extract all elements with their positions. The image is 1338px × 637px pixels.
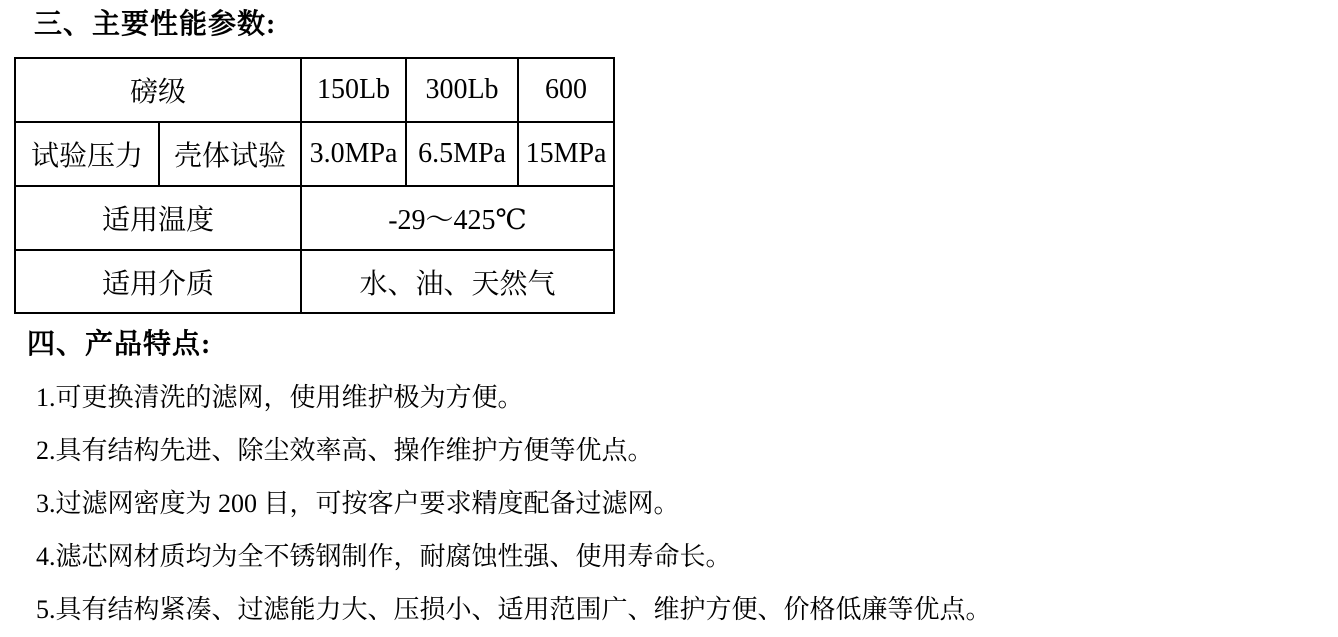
cell-rating-300lb: 300Lb <box>406 58 518 122</box>
feature-item-3: 3.过滤网密度为 200 目，可按客户要求精度配备过滤网。 <box>36 489 680 518</box>
performance-section-heading: 三、主要性能参数: <box>34 9 277 40</box>
cell-test-pressure-label: 试验压力 <box>15 122 159 186</box>
table-row-temperature <box>15 186 614 250</box>
table-row-test-pressure <box>15 122 614 186</box>
feature-item-1: 1.可更换清洗的滤网，使用维护极为方便。 <box>36 383 524 412</box>
features-list <box>36 371 992 636</box>
cell-medium-value: 水、油、天然气 <box>301 250 614 313</box>
cell-pressure-600: 15MPa <box>518 122 614 186</box>
performance-spec-table <box>14 57 615 314</box>
feature-item-5: 5.具有结构紧凑、过滤能力大、压损小、适用范围广、维护方便、价格低廉等优点。 <box>36 595 992 624</box>
cell-pressure-300lb: 6.5MPa <box>406 122 518 186</box>
cell-rating-150lb: 150Lb <box>301 58 406 122</box>
cell-medium-label: 适用介质 <box>15 250 301 313</box>
table-row-medium <box>15 250 614 313</box>
cell-pound-class-label: 磅级 <box>15 58 301 122</box>
cell-rating-600: 600 <box>518 58 614 122</box>
feature-item-4: 4.滤芯网材质均为全不锈钢制作，耐腐蚀性强、使用寿命长。 <box>36 542 732 571</box>
cell-pressure-150lb: 3.0MPa <box>301 122 406 186</box>
features-section-heading: 四、产品特点: <box>27 329 212 360</box>
cell-temperature-value: -29～425℃ <box>301 186 614 250</box>
cell-temperature-label: 适用温度 <box>15 186 301 250</box>
feature-item-2: 2.具有结构先进、除尘效率高、操作维护方便等优点。 <box>36 436 654 465</box>
cell-shell-test-label: 壳体试验 <box>159 122 301 186</box>
table-row-pressure-rating <box>15 58 614 122</box>
